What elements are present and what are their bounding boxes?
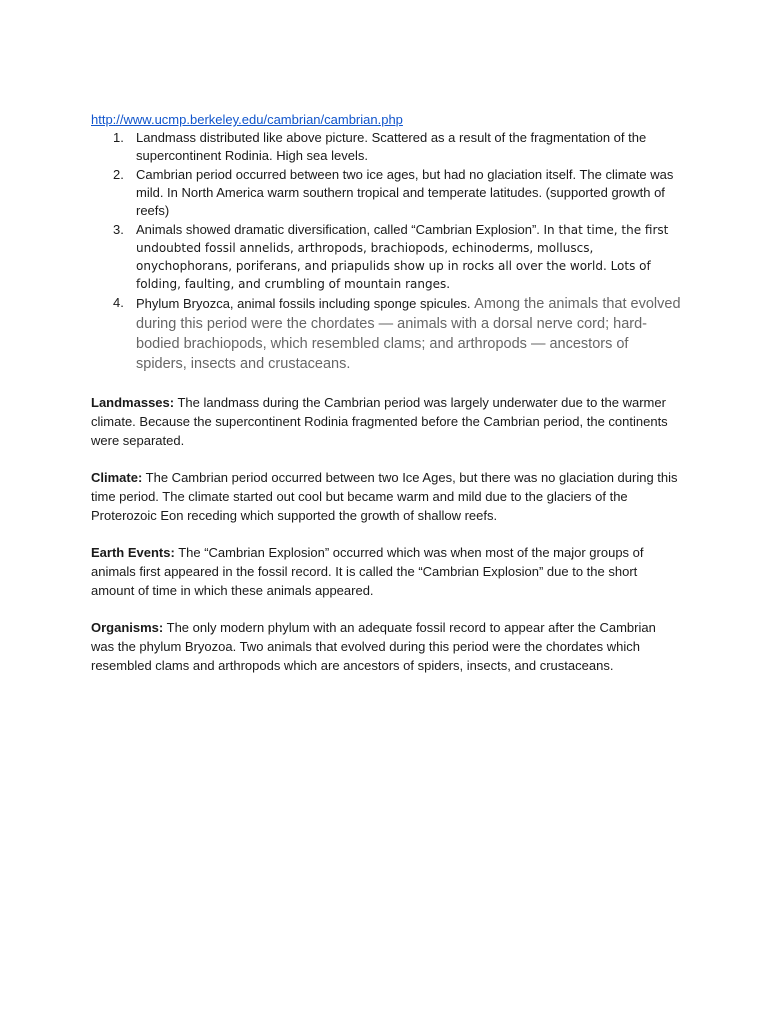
section-earth-events bbox=[91, 543, 681, 600]
list-item-text: Landmass distributed like above picture. Scattered as a result of the fragmentation of the supercontinent Rodinia. High sea levels. bbox=[136, 130, 647, 163]
list-item-quote: Among the animals that evolved during this period were the chordates — animals with a dorsal nerve cord; hard-bodied brachiopods, which resembled clams; and arthropods — ancestors of spiders, insects and crustaceans. bbox=[136, 296, 681, 372]
list-item bbox=[91, 166, 681, 220]
section-heading: Climate: bbox=[91, 470, 143, 485]
list-item bbox=[91, 221, 681, 293]
section-organisms bbox=[91, 618, 681, 675]
document-page bbox=[91, 111, 681, 675]
section-heading: Organisms: bbox=[91, 620, 164, 635]
section-landmasses bbox=[91, 393, 681, 450]
section-body: The only modern phylum with an adequate fossil record to appear after the Cambrian was the phylum Bryozoa. Two animals that evolved during this period were the chordates which resembled clams and arthropods which are ancestors of spiders, insects, and crustaceans. bbox=[91, 620, 656, 673]
list-item-text: Phylum Bryozca, animal fossils including sponge spicules. bbox=[136, 296, 475, 311]
list-item-text: Animals showed dramatic diversification, called “Cambrian Explosion”. bbox=[136, 222, 544, 237]
list-item-text: Cambrian period occurred between two ice ages, but had no glaciation itself. The climate was mild. In North America warm southern tropical and temperate latitudes. (supported growth of reefs) bbox=[136, 167, 674, 218]
facts-list bbox=[91, 129, 681, 374]
section-body: The landmass during the Cambrian period was largely underwater due to the warmer climate. Because the supercontinent Rodinia fragmented before the Cambrian period, the continents were separated. bbox=[91, 395, 668, 448]
list-number: 4. bbox=[113, 295, 124, 310]
list-number: 2. bbox=[113, 167, 124, 182]
section-climate bbox=[91, 468, 681, 525]
list-number: 3. bbox=[113, 222, 124, 237]
list-item-text-alt: In that time, the first undoubted fossil annelids, arthropods, brachiopods, echinoderms, molluscs, onychophorans, poriferans, and priapulids show up in rocks all over the world. Lots of folding, faulting, and crumbling of mountain ranges. bbox=[136, 223, 669, 291]
source-link[interactable]: http://www.ucmp.berkeley.edu/cambrian/cambrian.php bbox=[91, 112, 403, 127]
section-heading: Landmasses: bbox=[91, 395, 175, 410]
list-number: 1. bbox=[113, 130, 124, 145]
list-item bbox=[91, 129, 681, 165]
section-heading: Earth Events: bbox=[91, 545, 175, 560]
section-body: The “Cambrian Explosion” occurred which was when most of the major groups of animals first appeared in the fossil record. It is called the “Cambrian Explosion” due to the short amount of time in which these animals appeared. bbox=[91, 545, 644, 598]
list-item bbox=[91, 294, 681, 374]
section-body: The Cambrian period occurred between two Ice Ages, but there was no glaciation during this time period. The climate started out cool but became warm and mild due to the glaciers of the Proterozoic Eon receding which supported the growth of shallow reefs. bbox=[91, 470, 678, 523]
